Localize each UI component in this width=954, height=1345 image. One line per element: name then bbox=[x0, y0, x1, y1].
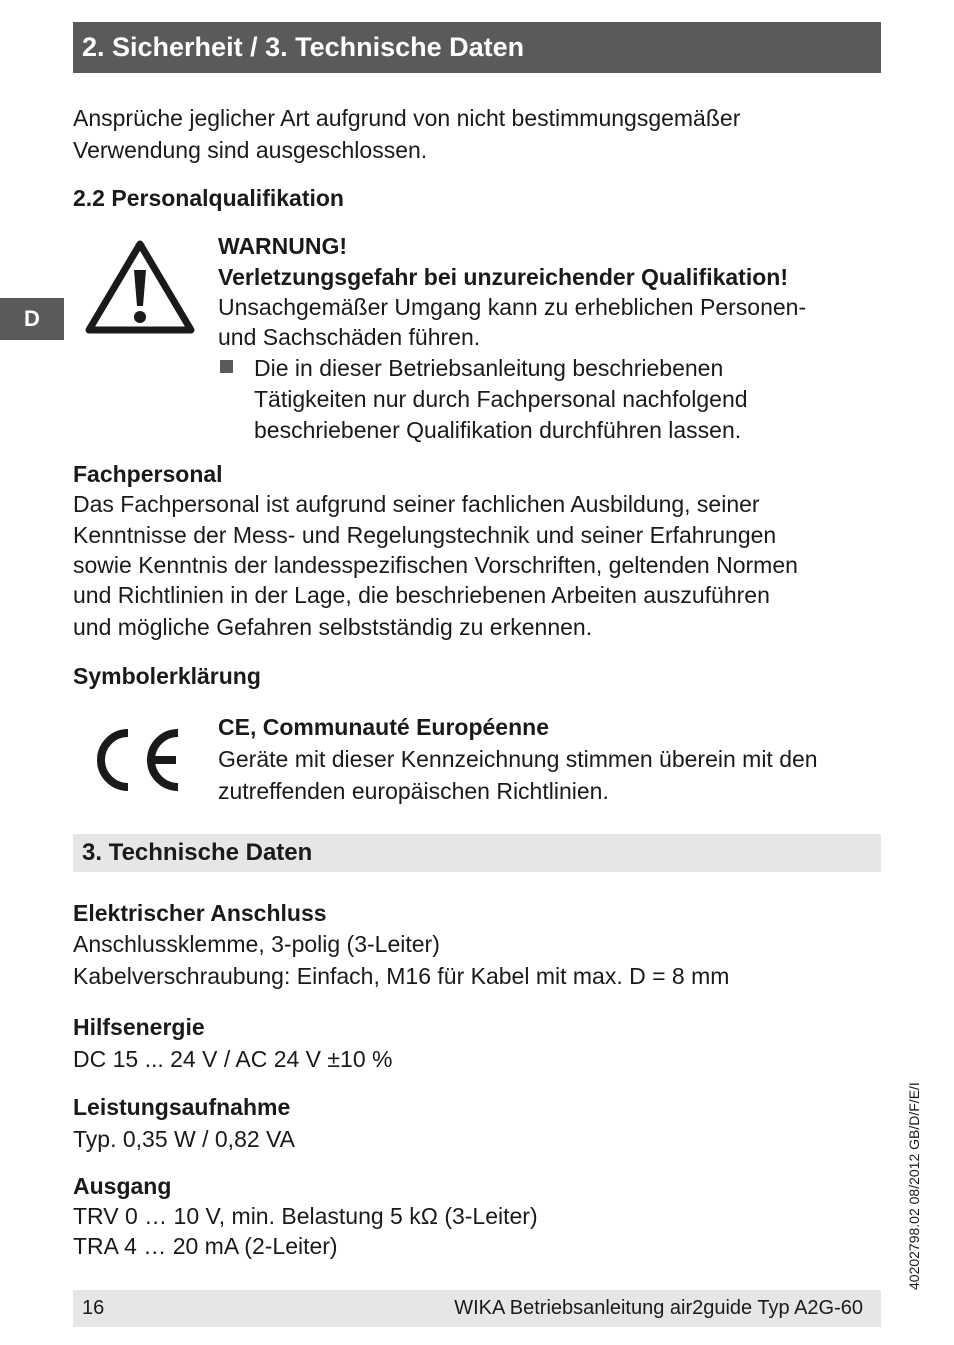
output-line-1: TRV 0 … 10 V, min. Belastung 5 kΩ (3-Leiter) bbox=[73, 1203, 538, 1229]
warning-title: WARNUNG! bbox=[218, 233, 348, 259]
page-footer bbox=[73, 1290, 881, 1327]
warning-body-line-2: und Sachschäden führen. bbox=[218, 324, 481, 350]
power-line-1: DC 15 ... 24 V / AC 24 V ±10 % bbox=[73, 1046, 393, 1072]
output-heading: Ausgang bbox=[73, 1173, 172, 1199]
language-tab bbox=[0, 298, 64, 340]
fachpersonal-line-3: sowie Kenntnis der landesspezifischen Vorschriften, geltenden Normen bbox=[73, 552, 798, 578]
warning-triangle-icon bbox=[85, 238, 195, 336]
fachpersonal-heading: Fachpersonal bbox=[73, 461, 223, 487]
power-heading: Hilfsenergie bbox=[73, 1014, 205, 1040]
ce-mark-icon bbox=[92, 727, 184, 793]
intro-line-2: Verwendung sind ausgeschlossen. bbox=[73, 137, 428, 163]
page-title: 2. Sicherheit / 3. Technische Daten bbox=[82, 32, 525, 62]
consumption-heading: Leistungsaufnahme bbox=[73, 1094, 291, 1120]
section-heading-personal: 2.2 Personalqualifikation bbox=[73, 185, 344, 211]
fachpersonal-line-1: Das Fachpersonal ist aufgrund seiner fachlichen Ausbildung, seiner bbox=[73, 491, 760, 517]
document-code: 40202798.02 08/2012 GB/D/F/E/I bbox=[906, 1082, 922, 1290]
electrical-line-2: Kabelverschraubung: Einfach, M16 für Kabel mit max. D = 8 mm bbox=[73, 963, 730, 989]
ce-line-2: zutreffenden europäischen Richtlinien. bbox=[218, 778, 609, 804]
tech-section-title: 3. Technische Daten bbox=[82, 839, 313, 866]
fachpersonal-line-4: und Richtlinien in der Lage, die beschriebenen Arbeiten auszuführen bbox=[73, 582, 770, 608]
symbol-heading: Symbolerklärung bbox=[73, 663, 261, 689]
electrical-heading: Elektrischer Anschluss bbox=[73, 900, 327, 926]
consumption-line-1: Typ. 0,35 W / 0,82 VA bbox=[73, 1126, 296, 1152]
warning-bullet-line-1: Die in dieser Betriebsanleitung beschriebenen bbox=[254, 355, 724, 381]
page-title-bar bbox=[73, 22, 881, 73]
warning-bullet-line-3: beschriebener Qualifikation durchführen lassen. bbox=[254, 417, 742, 443]
language-tab-label: D bbox=[24, 306, 40, 331]
fachpersonal-line-5: und mögliche Gefahren selbstständig zu erkennen. bbox=[73, 614, 593, 640]
fachpersonal-line-2: Kenntnisse der Mess- und Regelungstechnik und seiner Erfahrungen bbox=[73, 522, 777, 548]
tech-section-bar bbox=[73, 834, 881, 872]
bullet-square-icon bbox=[220, 360, 233, 373]
ce-title: CE, Communauté Européenne bbox=[218, 714, 549, 740]
output-line-2: TRA 4 … 20 mA (2-Leiter) bbox=[73, 1233, 338, 1259]
ce-line-1: Geräte mit dieser Kennzeichnung stimmen überein mit den bbox=[218, 746, 818, 772]
warning-subtitle: Verletzungsgefahr bei unzureichender Qualifikation! bbox=[218, 264, 788, 290]
intro-line-1: Ansprüche jeglicher Art aufgrund von nicht bestimmungsgemäßer bbox=[73, 105, 741, 131]
manual-title: WIKA Betriebsanleitung air2guide Typ A2G-60 bbox=[454, 1297, 863, 1319]
warning-body-line-1: Unsachgemäßer Umgang kann zu erheblichen Personen- bbox=[218, 294, 807, 320]
warning-bullet-line-2: Tätigkeiten nur durch Fachpersonal nachfolgend bbox=[254, 386, 748, 412]
page-number: 16 bbox=[82, 1297, 105, 1319]
electrical-line-1: Anschlussklemme, 3-polig (3-Leiter) bbox=[73, 931, 440, 957]
